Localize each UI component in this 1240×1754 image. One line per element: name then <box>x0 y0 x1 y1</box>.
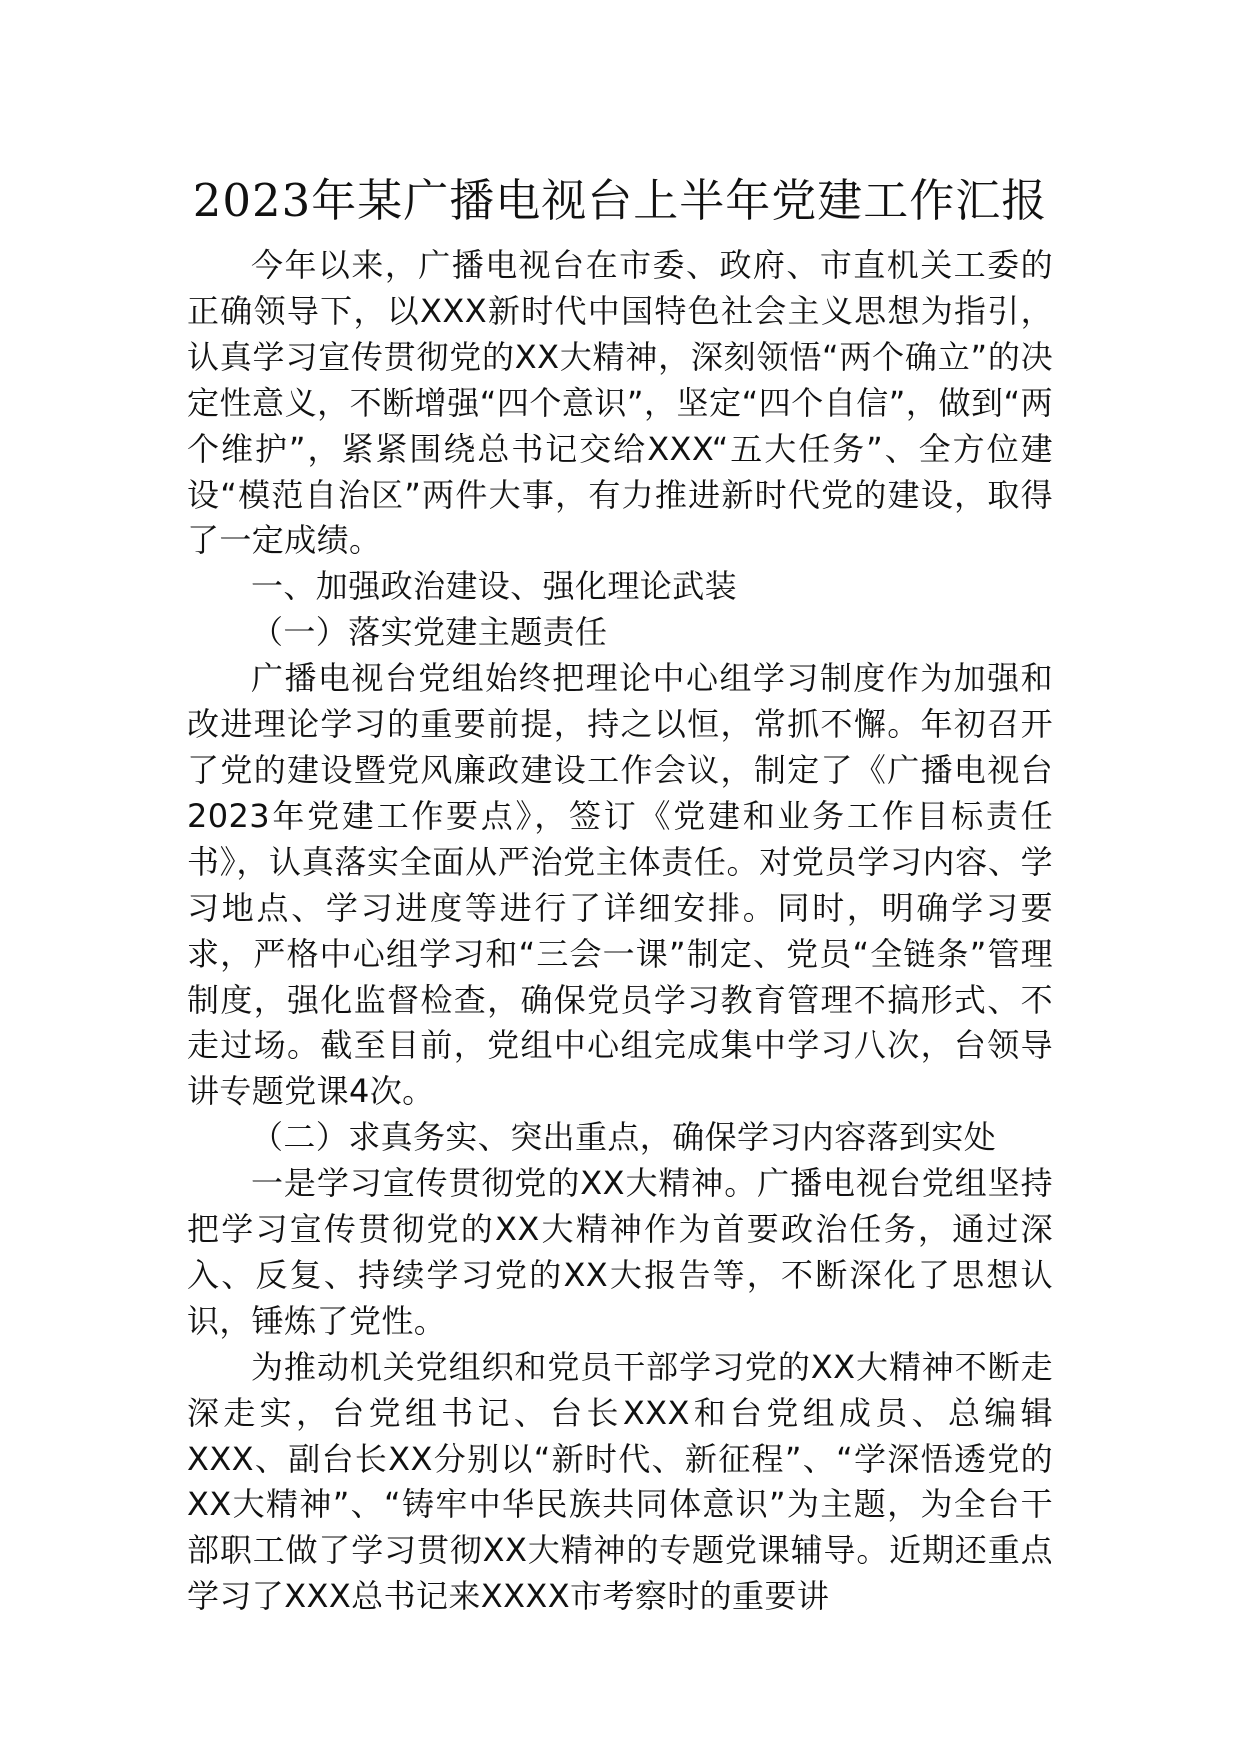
subsection-heading-1: （一）落实党建主题责任 <box>251 613 608 652</box>
document-body <box>187 243 1053 1620</box>
paragraph-1: 广播电视台党组始终把理论中心组学习制度作为加强和改进理论学习的重要前提，持之以恒，常抓不懈。年初召开了党的建设暨党风廉政建设工作会议，制定了《广播电视台2023年党建工作要点》，签订《党建和业务工作目标责任书》，认真落实全面从严治党主体责任。对党员学习内容、学习地点、学习进度等进行了详细安排。同时，明确学习要求，严格中心组学习和“三会一课”制定、党员“全链条”管理制度，强化监督检查，确保党员学习教育管理不搞形式、不走过场。截至目前，党组中心组完成集中学习八次，台领导讲专题党课4次。 <box>187 659 1053 1111</box>
section-heading-1: 一、加强政治建设、强化理论武装 <box>251 567 738 606</box>
intro-paragraph: 今年以来，广播电视台在市委、政府、市直机关工委的正确领导下，以XXX新时代中国特色社会主义思想为指引，认真学习宣传贯彻党的XX大精神，深刻领悟“两个确立”的决定性意义，不断增强“四个意识”，坚定“四个自信”，做到“两个维护”，紧紧围绕总书记交给XXX“五大任务”、全方位建设“模范自治区”两件大事，有力推进新时代党的建设，取得了一定成绩。 <box>187 246 1053 560</box>
paragraph-2: 一是学习宣传贯彻党的XX大精神。广播电视台党组坚持把学习宣传贯彻党的XX大精神作为首要政治任务，通过深入、反复、持续学习党的XX大报告等，不断深化了思想认识，锤炼了党性。 <box>187 1164 1053 1340</box>
paragraph-3: 为推动机关党组织和党员干部学习党的XX大精神不断走深走实，台党组书记、台长XXX和台党组成员、总编辑XXX、副台长XX分别以“新时代、新征程”、“学深悟透党的XX大精神”、“铸牢中华民族共同体意识”为主题，为全台干部职工做了学习贯彻XX大精神的专题党课辅导。近期还重点学习了XXX总书记来XXXX市考察时的重要讲 <box>187 1347 1053 1616</box>
subsection-heading-2: （二）求真务实、突出重点，确保学习内容落到实处 <box>251 1118 997 1157</box>
document-title: 2023年某广播电视台上半年党建工作汇报 <box>192 174 1048 227</box>
